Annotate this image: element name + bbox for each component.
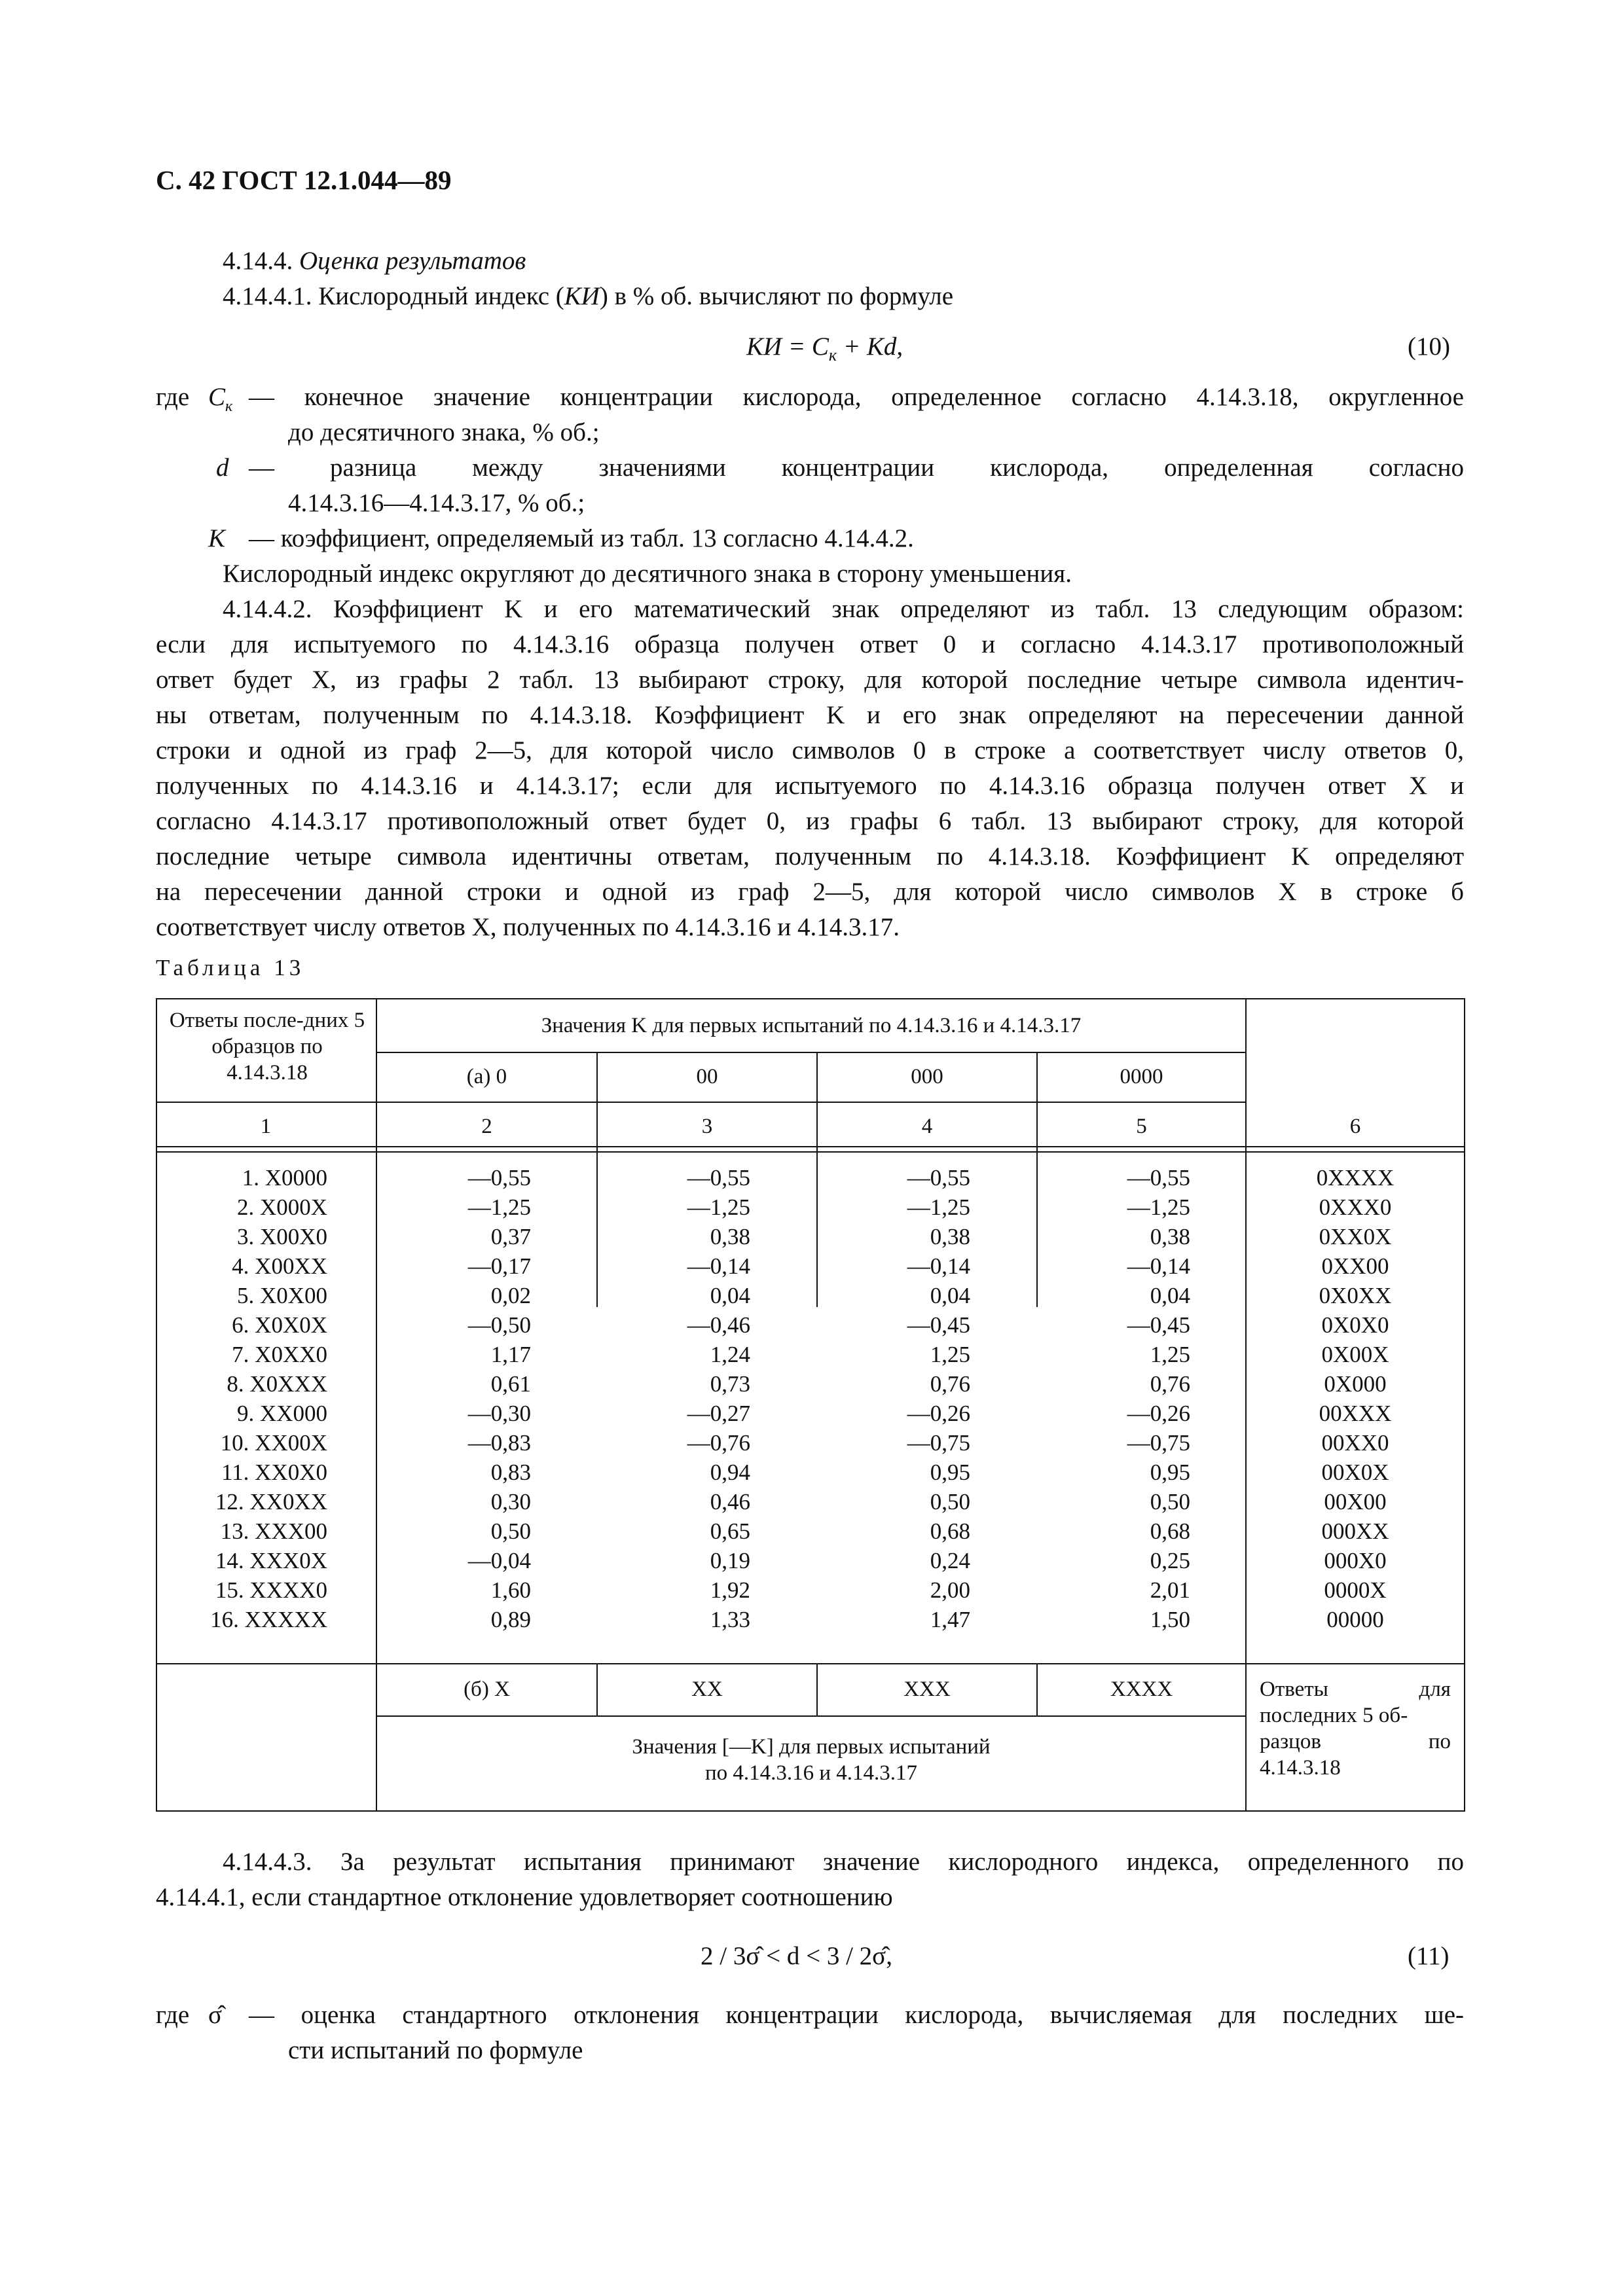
row-value-col5: —0,55 <box>1127 1165 1190 1191</box>
head-k-values: Значения K для первых испытаний по 4.14.3.16 и 4.14.3.17 <box>541 1014 1082 1037</box>
row-alt-code: 00X00 <box>1324 1489 1387 1515</box>
row-value-col5: 0,76 <box>1150 1371 1190 1397</box>
row-code: 1. X0000 <box>242 1165 327 1191</box>
row-alt-code: 00XXX <box>1319 1401 1392 1426</box>
row-code: 10. XX00X <box>220 1430 327 1456</box>
section-number: 4.14.4. <box>223 247 293 275</box>
row-value-col2: 0,83 <box>490 1460 531 1485</box>
foot-col6-l3: разцов по <box>1260 1730 1451 1753</box>
row-alt-code: 00X0X <box>1321 1460 1389 1485</box>
subhead-0000: 0000 <box>1120 1065 1163 1088</box>
row-value-col4: 0,04 <box>930 1283 970 1308</box>
row-value-col2: 0,61 <box>490 1371 531 1397</box>
row-code: 9. XX000 <box>236 1401 327 1426</box>
row-value-col3: 0,46 <box>710 1489 750 1515</box>
row-value-col5: 0,04 <box>1150 1283 1190 1308</box>
row-value-col5: 2,01 <box>1150 1577 1190 1603</box>
head-col1: Ответы после-дних 5 образцов по 4.14.3.18 <box>169 1009 365 1085</box>
row-code: 5. X0X00 <box>236 1283 327 1308</box>
colnum-5: 5 <box>1136 1115 1147 1138</box>
row-value-col3: —1,25 <box>687 1194 750 1220</box>
foot-col6-l1: Ответы для <box>1260 1677 1451 1701</box>
defs-d-line2: 4.14.3.16—4.14.3.17, % об.; <box>288 489 585 517</box>
row-code: 14. XXX0X <box>215 1548 327 1573</box>
row-alt-code: 000X0 <box>1324 1548 1387 1573</box>
subhead-00: 00 <box>696 1065 718 1088</box>
section-title: Оценка результатов <box>299 247 526 275</box>
row-value-col3: 1,24 <box>710 1342 750 1367</box>
row-alt-code: 000XX <box>1321 1518 1389 1544</box>
row-value-col2: —1,25 <box>467 1194 531 1220</box>
defs-where: где <box>156 383 190 411</box>
p2-line-2: если для испытуемого по 4.14.3.16 образца получен ответ 0 и согласно 4.14.3.17 противоположный <box>156 630 1464 658</box>
p3-line-1: 4.14.4.3. За результат испытания принимают значение кислородного индекса, определенного по <box>223 1848 1464 1876</box>
row-code: 4. X00XX <box>232 1253 327 1279</box>
row-value-col4: —0,55 <box>907 1165 970 1191</box>
defs-k-symbol: K <box>208 524 226 552</box>
row-value-col5: —1,25 <box>1127 1194 1190 1220</box>
row-value-col4: 0,95 <box>930 1460 970 1485</box>
formula-11-number: (11) <box>1408 1942 1450 1970</box>
defs-d-line1: — разница между значениями концентрации кислорода, определенная согласно <box>249 454 1464 482</box>
page-header: С. 42 ГОСТ 12.1.044—89 <box>156 165 452 195</box>
row-value-col2: 0,02 <box>490 1283 531 1308</box>
row-value-col5: 1,25 <box>1150 1342 1190 1367</box>
row-value-col3: —0,14 <box>687 1253 750 1279</box>
row-value-col2: 1,60 <box>490 1577 531 1603</box>
p1-abbr: КИ <box>564 282 600 310</box>
row-value-col4: 0,68 <box>930 1518 970 1544</box>
row-value-col3: 1,92 <box>710 1577 750 1603</box>
c-sub: к <box>225 397 233 415</box>
row-value-col5: —0,26 <box>1127 1401 1190 1426</box>
row-value-col4: 0,76 <box>930 1371 970 1397</box>
formula-10-main: КИ = С <box>746 332 829 361</box>
p3-line-2: 4.14.4.1, если стандартное отклонение удовлетворяет соотношению <box>156 1883 893 1911</box>
colnum-3: 3 <box>701 1115 713 1138</box>
row-alt-code: 0000X <box>1324 1577 1387 1603</box>
row-value-col3: 0,04 <box>710 1283 750 1308</box>
row-value-col3: 0,94 <box>710 1460 750 1485</box>
row-value-col4: 1,25 <box>930 1342 970 1367</box>
foot-b-x: (б) X <box>464 1677 510 1701</box>
section-heading <box>223 243 526 279</box>
defs-c-symbol <box>208 380 232 424</box>
row-value-col5: 0,95 <box>1150 1460 1190 1485</box>
defs-k-line: — коэффициент, определяемый из табл. 13 согласно 4.14.4.2. <box>249 524 914 552</box>
paragraph-4-14-4-1 <box>223 279 953 314</box>
foot-k-line2: по 4.14.3.16 и 4.14.3.17 <box>704 1761 918 1785</box>
formula-10-number: (10) <box>1408 332 1450 361</box>
row-value-col2: 0,37 <box>490 1224 531 1249</box>
p2-line-1: 4.14.4.2. Коэффициент K и его математический знак определяют из табл. 13 следующим образом: <box>223 595 1464 623</box>
row-code: 7. X0XX0 <box>232 1342 327 1367</box>
row-value-col4: —0,75 <box>907 1430 970 1456</box>
row-value-col4: —1,25 <box>907 1194 970 1220</box>
row-alt-code: 0XX0X <box>1319 1224 1392 1249</box>
colnum-2: 2 <box>481 1115 492 1138</box>
row-code: 12. XX0XX <box>215 1489 327 1515</box>
row-alt-code: 0X000 <box>1324 1371 1387 1397</box>
row-value-col3: 1,33 <box>710 1607 750 1632</box>
row-value-col3: —0,46 <box>687 1312 750 1338</box>
row-value-col2: —0,55 <box>467 1165 531 1191</box>
row-value-col3: —0,55 <box>687 1165 750 1191</box>
row-value-col3: —0,27 <box>687 1401 750 1426</box>
row-code: 3. X00X0 <box>236 1224 327 1249</box>
defs2-line1: — оценка стандартного отклонения концентрации кислорода, вычисляемая для последних ше- <box>249 2001 1464 2029</box>
row-value-col5: 1,50 <box>1150 1607 1190 1632</box>
row-code: 2. X000X <box>236 1194 327 1220</box>
subhead-a0: (а) 0 <box>466 1065 507 1088</box>
defs-d-symbol: d <box>216 454 229 482</box>
row-alt-code: 00000 <box>1326 1607 1384 1632</box>
row-value-col2: 0,30 <box>490 1489 531 1515</box>
row-value-col2: 0,50 <box>490 1518 531 1544</box>
row-code: 11. XX0X0 <box>221 1460 327 1485</box>
row-value-col2: —0,30 <box>467 1401 531 1426</box>
foot-xxx: XXX <box>903 1677 951 1701</box>
row-alt-code: 0XX00 <box>1321 1253 1389 1279</box>
defs-c-line2: до десятичного знака, % об.; <box>288 418 600 446</box>
p2-line-6: полученных по 4.14.3.16 и 4.14.3.17; если для испытуемого по 4.14.3.16 образца получен ответ X и <box>156 772 1464 800</box>
row-value-col3: 0,73 <box>710 1371 750 1397</box>
defs2-line2: сти испытаний по формуле <box>288 2036 583 2064</box>
row-value-col4: 0,38 <box>930 1224 970 1249</box>
table-13 <box>156 998 1465 1812</box>
c-sym: С <box>208 383 226 411</box>
row-alt-code: 00XX0 <box>1321 1430 1389 1456</box>
paragraph-rounding: Кислородный индекс округляют до десятичного знака в сторону уменьшения. <box>223 560 1072 588</box>
p1-suffix: ) в % об. вычисляют по формуле <box>599 282 954 310</box>
row-alt-code: 0X0XX <box>1319 1283 1392 1308</box>
foot-xx: XX <box>691 1677 723 1701</box>
defs-c-line1: — конечное значение концентрации кислорода, определенное согласно 4.14.3.18, округленное <box>249 383 1464 411</box>
colnum-1: 1 <box>260 1115 272 1138</box>
p1-prefix: 4.14.4.1. Кислородный индекс ( <box>223 282 564 310</box>
p2-line-4: ны ответам, полученным по 4.14.3.18. Коэффициент K и его знак определяют на пересечении данной <box>156 701 1464 729</box>
formula-10-tail: + Kd, <box>837 332 903 361</box>
row-value-col5: 0,68 <box>1150 1518 1190 1544</box>
p2-line-9: на пересечении данной строки и одной из граф 2—5, для которой число символов X в строке б <box>156 878 1464 906</box>
p2-line-5: строки и одной из граф 2—5, для которой число символов 0 в строке а соответствует числу ответов 0, <box>156 736 1464 764</box>
row-value-col2: —0,50 <box>467 1312 531 1338</box>
row-value-col5: —0,45 <box>1127 1312 1190 1338</box>
foot-col6-l2: последних 5 об- <box>1260 1704 1408 1727</box>
row-value-col4: —0,45 <box>907 1312 970 1338</box>
p2-line-3: ответ будет X, из графы 2 табл. 13 выбирают строку, для которой последние четыре символа идентич- <box>156 666 1464 694</box>
row-value-col5: 0,25 <box>1150 1548 1190 1573</box>
row-value-col3: 0,19 <box>710 1548 750 1573</box>
foot-k-line1: Значения [—K] для первых испытаний <box>632 1735 991 1759</box>
defs2-where: где <box>156 2001 190 2029</box>
row-value-col2: 0,89 <box>490 1607 531 1632</box>
row-value-col4: 0,24 <box>930 1548 970 1573</box>
p2-line-10: соответствует числу ответов X, полученных по 4.14.3.16 и 4.14.3.17. <box>156 913 900 941</box>
p2-line-7: согласно 4.14.3.17 противоположный ответ будет 0, из графы 6 табл. 13 выбирают строку, для которой <box>156 807 1464 835</box>
row-alt-code: 0XXXX <box>1316 1165 1395 1191</box>
row-value-col5: —0,14 <box>1127 1253 1190 1279</box>
row-value-col4: 2,00 <box>930 1577 970 1603</box>
subhead-000: 000 <box>911 1065 943 1088</box>
formula-11: 2 / 3σ̂ < d < 3 / 2σ̂, <box>701 1942 892 1970</box>
row-code: 16. XXXXX <box>210 1607 327 1632</box>
row-code: 6. X0X0X <box>232 1312 327 1338</box>
colnum-4: 4 <box>921 1115 933 1138</box>
foot-xxxx: XXXX <box>1110 1677 1173 1701</box>
row-value-col5: 0,50 <box>1150 1489 1190 1515</box>
row-value-col4: 1,47 <box>930 1607 970 1632</box>
foot-col6-l4: 4.14.3.18 <box>1260 1756 1341 1780</box>
row-value-col2: —0,83 <box>467 1430 531 1456</box>
row-value-col3: 0,65 <box>710 1518 750 1544</box>
row-value-col5: —0,75 <box>1127 1430 1190 1456</box>
formula-10-sub: к <box>828 345 837 365</box>
p2-line-8: последние четыре символа идентичны ответам, полученным по 4.14.3.18. Коэффициент K определяют <box>156 842 1464 870</box>
formula-10 <box>746 329 903 373</box>
row-value-col2: —0,17 <box>467 1253 531 1279</box>
row-value-col3: 0,38 <box>710 1224 750 1249</box>
row-code: 15. XXXX0 <box>215 1577 327 1603</box>
row-value-col2: —0,04 <box>467 1548 531 1573</box>
row-alt-code: 0X00X <box>1321 1342 1389 1367</box>
table-caption: Таблица 13 <box>156 955 305 980</box>
row-value-col4: —0,14 <box>907 1253 970 1279</box>
row-code: 8. X0XXX <box>227 1371 327 1397</box>
defs2-sigma: σ̂ <box>208 2001 223 2029</box>
row-value-col3: —0,76 <box>687 1430 750 1456</box>
row-value-col4: —0,26 <box>907 1401 970 1426</box>
row-value-col4: 0,50 <box>930 1489 970 1515</box>
row-code: 13. XXX00 <box>220 1518 327 1544</box>
colnum-6: 6 <box>1349 1115 1361 1138</box>
row-alt-code: 0XXX0 <box>1319 1194 1392 1220</box>
row-alt-code: 0X0X0 <box>1321 1312 1389 1338</box>
row-value-col2: 1,17 <box>490 1342 531 1367</box>
row-value-col5: 0,38 <box>1150 1224 1190 1249</box>
